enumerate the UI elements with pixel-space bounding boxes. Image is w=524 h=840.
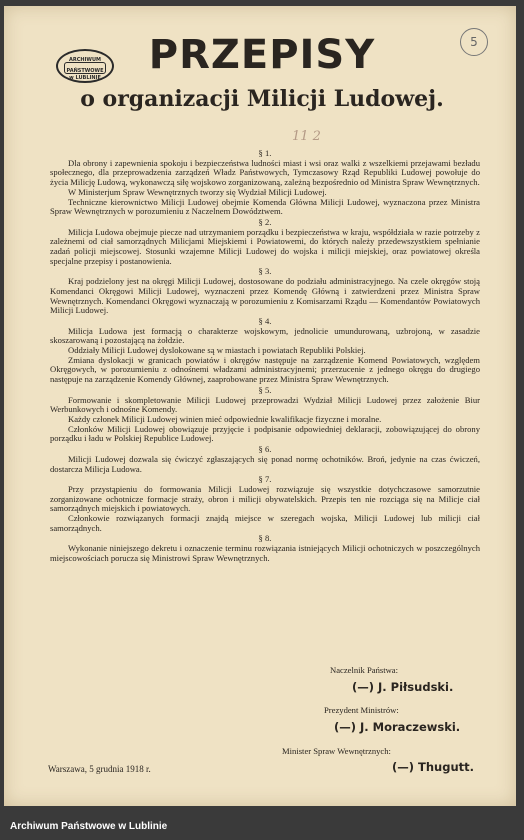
section-paragraph: Każdy członek Milicji Ludowej winien mieć odpowiednie kwalifikacje fizyczne i moralne. — [68, 413, 382, 424]
signature-role: Naczelnik Państwa: — [330, 665, 399, 675]
section-heading: § 3. — [258, 266, 272, 277]
pencil-note: 11 2 — [292, 129, 321, 144]
section-paragraph: Milicja Ludowa obejmuje piecze nad utrzymaniem porządku i bezpieczeństwa w kraju, współdziała w razie potrzeby z zależnemi od ciał samorządnych Milicjami Miejskiemi i Powiatowemi, do których należy przedewszystkiem spełnianie zadań policji miejscowej. Stosunki wzajemne Milicji Ludowej do wojska i milicji miejskiej, oraz powiatowej określa specjalne przepisy i postanowienia. — [50, 226, 480, 266]
section-paragraph: Zmiana dyslokacji w granicach powiatów i okręgów następuje na zarządzenie Komend Powiatowych, względem Okręgowych, w porozumieniu z odnośnemi władzami administracyjnemi; przerzucenie z jednego okręgu do drugiego następuje na zarządzenie Komendy Głównej, zaaprobowane przez Ministra Spraw Wewnętrznych. — [50, 354, 480, 385]
signature-name: (—) J. Piłsudski. — [352, 680, 454, 694]
section-paragraph: Oddziały Milicji Ludowej dyslokowane są w miastach i powiatach Republiki Polskiej. — [68, 345, 366, 356]
signature-name: (—) Thugutt. — [392, 760, 475, 774]
section-paragraph: W Ministerjum Spraw Wewnętrznych tworzy się Wydział Milicji Ludowej. — [68, 186, 327, 197]
section-heading: § 6. — [258, 444, 272, 455]
document-body — [50, 148, 480, 564]
section-paragraph: Formowanie i skompletowanie Milicji Ludowej przeprowadzi Wydział Milicji Ludowej przez założenie Biur Werbunkowych i odnośne Komendy. — [50, 394, 480, 415]
section-paragraph: Techniczne kierownictwo Milicji Ludowej obejmie Komenda Główna Milicji Ludowej, wyznaczona przez Ministra Spraw Wewnętrznych w porozumieniu z Naczelnem Dowództwem. — [50, 196, 480, 217]
document-subtitle: o organizacji Milicji Ludowej. — [80, 86, 444, 112]
section-heading: § 2. — [258, 216, 272, 227]
section-paragraph: Członków Milicji Ludowej obowiązuje przyjęcie i podpisanie odpowiedniej deklaracji, zobowiązującej do obrony porządku i ładu w Polskiej Republice Ludowej. — [50, 423, 480, 444]
section-paragraph: Członkowie rozwiązanych formacji znajdą miejsce w szeregach wojska, Milicji Ludowej lub milicji ciał samorządnych. — [50, 513, 480, 533]
signature-name: (—) J. Moraczewski. — [334, 720, 461, 734]
section-heading: § 5. — [258, 384, 272, 395]
page-number-mark: 5 — [460, 28, 488, 56]
section-heading: § 7. — [258, 474, 272, 485]
section-paragraph: Dla obrony i zapewnienia spokoju i bezpieczeństwa ludności miast i wsi oraz walki z wszelkiemi przejawami bezładu społecznego, dla przeprowadzenia zarządzeń Władz Państwowych, Tymczasowy Rząd Republiki Ludowej powołuje do życia Milicję Ludową, wykonawczą siłę wojskowo zorganizowaną, zależną bezpośrednio od Ministra Spraw Wewnętrznych. — [50, 157, 480, 188]
footer-label: Archiwum Państwowe w Lublinie — [10, 821, 168, 832]
section-paragraph: Milicja Ludowa jest formacją o charakterze wojskowym, jednolicie umundurowaną, uzbrojoną, w zasadzie skoszarowaną i pozostającą na żołdzie. — [50, 325, 480, 346]
place-date: Warszawa, 5 grudnia 1918 r. — [48, 764, 151, 774]
section-heading: § 8. — [258, 533, 272, 544]
signature-role: Prezydent Ministrów: — [324, 705, 399, 715]
archive-footer — [0, 812, 524, 840]
section-paragraph: Kraj podzielony jest na okręgi Milicji Ludowej, dostosowane do podziału administracyjnego. Na czele okręgów stoją Komendanci Okręgowi Milicji Ludowej, wyznaczeni przez Komendę Główną i zatwierdzeni przez Ministra Spraw Wewnętrznych. Komendanci Okręgowi wyznaczają w porozumieniu z Komisarzami Rządu — Komendantów Powiatowych Milicji Ludowej. — [50, 276, 480, 316]
section-heading: § 4. — [258, 315, 272, 326]
document-title: PRZEPISY — [148, 32, 376, 78]
section-paragraph: Milicji Ludowej dozwala się ćwiczyć zgłaszających się ponad normę ochotników. Broń, jedynie na czas ćwiczeń, dostarcza Milicja Ludowa. — [50, 453, 480, 474]
section-heading: § 1. — [258, 148, 272, 158]
section-paragraph: Wykonanie niniejszego dekretu i oznaczenie terminu rozwiązania istniejących Milicji ochotniczych w poszczególnych miejscowościach porucza się Ministrowi Spraw Wewnętrznych. — [50, 543, 480, 563]
signature-role: Minister Spraw Wewnętrznych: — [282, 746, 391, 756]
section-paragraph: Przy przystąpieniu do formowania Milicji Ludowej rozwiązuje się wszystkie dotychczasowe samorzutnie zorganizowane ochotnicze formacje straży, obron i milicji obywatelskich. Przepis ten nie rozciąga się na Milicje ciał samorządnych miejskich i powiatowych. — [50, 483, 480, 514]
archive-stamp: ARCHIWUM PAŃSTWOWE w LUBLINIE — [56, 49, 114, 83]
